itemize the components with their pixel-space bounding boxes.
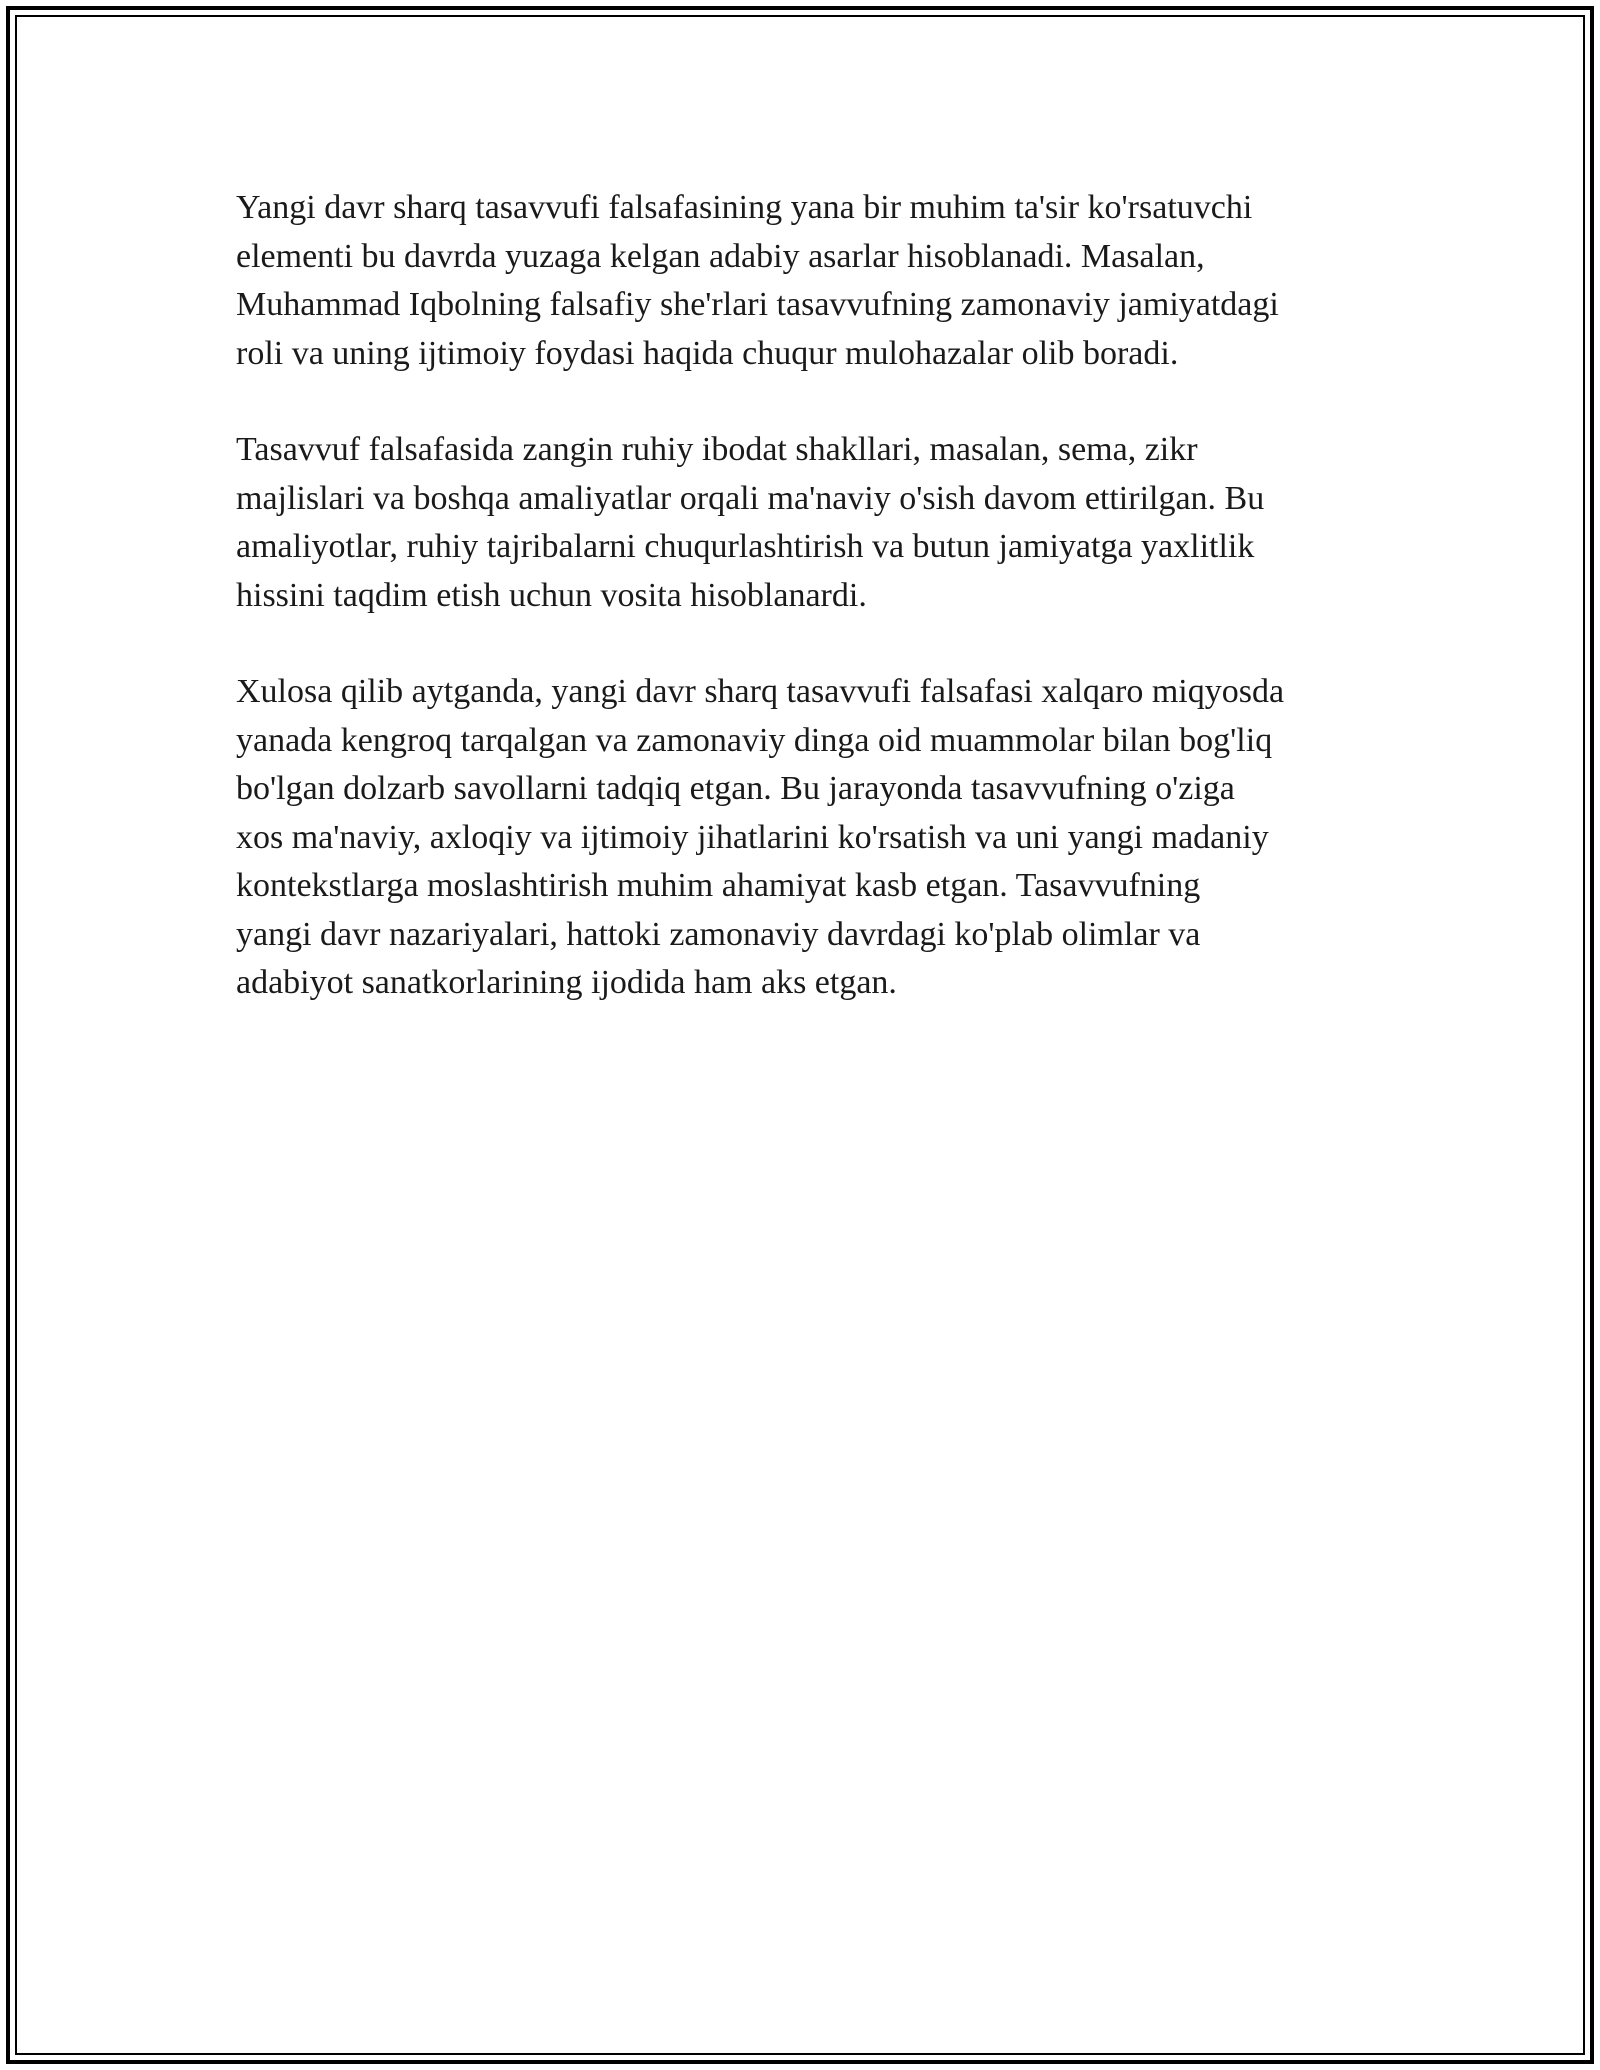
text-line: roli va uning ijtimoiy foydasi haqida chuqur mulohazalar olib boradi. [236,334,1179,372]
text-line: yangi davr nazariyalari, hattoki zamonaviy davrdagi ko'plab olimlar va [236,915,1201,953]
text-line: yanada kengroq tarqalgan va zamonaviy dinga oid muammolar bilan bog'liq [236,721,1273,759]
text-line: Xulosa qilib aytganda, yangi davr sharq tasavvufi falsafasi xalqaro miqyosda [236,673,1285,710]
text-line: majlislari va boshqa amaliyatlar orqali ma'naviy o'sish davom ettirilgan. Bu [236,479,1265,517]
paragraph-3 [236,668,1396,1008]
text-line: elementi bu davrda yuzaga kelgan adabiy asarlar hisoblanadi. Masalan, [236,237,1205,275]
text-line: adabiyot sanatkorlarining ijodida ham aks etgan. [236,964,897,1001]
document-body [236,184,1396,1056]
text-line: Yangi davr sharq tasavvufi falsafasining yana bir muhim ta'sir ko'rsatuvchi [236,189,1253,226]
text-line: bo'lgan dolzarb savollarni tadqiq etgan. Bu jarayonda tasavvufning o'ziga [236,770,1235,807]
text-line: kontekstlarga moslashtirish muhim ahamiyat kasb etgan. Tasavvufning [236,867,1201,904]
text-line: hissini taqdim etish uchun vosita hisoblanardi. [236,576,867,614]
paragraph-1 [236,184,1396,378]
text-line: Tasavvuf falsafasida zangin ruhiy ibodat shakllari, masalan, sema, zikr [236,431,1198,468]
text-line: Muhammad Iqbolning falsafiy she'rlari tasavvufning zamonaviy jamiyatdagi [236,286,1279,323]
text-line: amaliyotlar, ruhiy tajribalarni chuqurlashtirish va butun jamiyatga yaxlitlik [236,528,1255,565]
text-line: xos ma'naviy, axloqiy va ijtimoiy jihatlarini ko'rsatish va uni yangi madaniy [236,818,1269,856]
paragraph-2 [236,426,1396,620]
